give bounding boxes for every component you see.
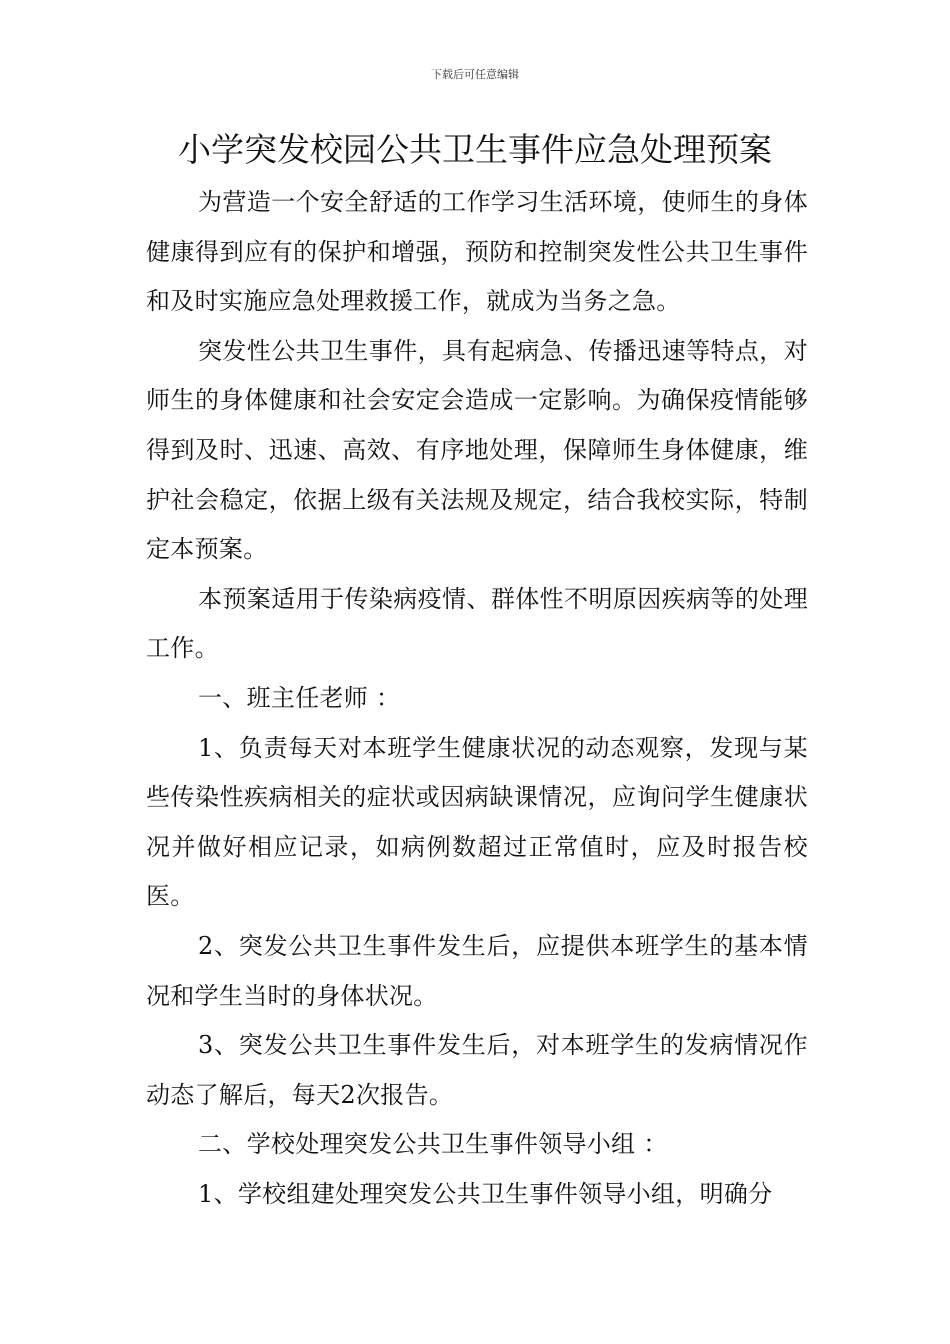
section-heading-head-teacher: 一、班主任老师 ： [198,683,401,712]
document-title: 小学突发校园公共卫生事件应急处理预案 [178,130,772,169]
list-item-daily-observation: 1、负责每天对本班学生健康状况的动态观察，发现与某些传染性疾病相关的症状或因病缺课情况，应询问学生健康状况并做好相应记录，如病例数超过正常值时，应及时报告校医。 [146,733,808,911]
page-header-note: 下载后可任意编辑 [431,68,519,81]
document-body [146,178,808,1219]
list-item-basic-information: 2、突发公共卫生事件发生后，应提供本班学生的基本情况和学生当时的身体状况。 [146,931,808,1010]
list-item-daily-report: 3、突发公共卫生事件发生后，对本班学生的发病情况作动态了解后，每天2次报告。 [146,1031,808,1109]
paragraph-intro: 为营造一个安全舒适的工作学习生活环境，使师生的身体健康得到应有的保护和增强，预防和控制突发性公共卫生事件和及时实施应急处理救援工作，就成为当务之急。 [146,188,808,316]
paragraph-characteristics: 突发性公共卫生事件，具有起病急、传播迅速等特点，对师生的身体健康和社会安定会造成一定影响。为确保疫情能够得到及时、迅速、高效、有序地处理，保障师生身体健康，维护社会稳定，依据上级有关法规及规定，结合我校实际，特制定本预案。 [146,336,808,564]
list-item-form-group: 1、学校组建处理突发公共卫生事件领导小组，明确分 [198,1179,773,1208]
section-heading-leadership-group: 二、学校处理突发公共卫生事件领导小组 ： [198,1130,668,1159]
paragraph-scope: 本预案适用于传染病疫情、群体性不明原因疾病等的处理工作。 [146,584,808,663]
